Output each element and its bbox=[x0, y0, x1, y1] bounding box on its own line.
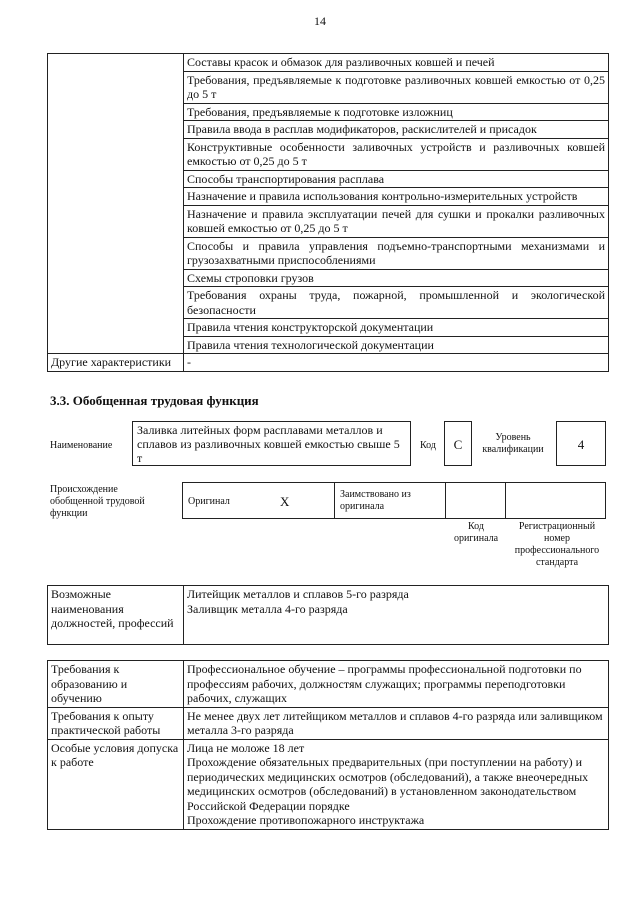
level-value: 4 bbox=[577, 437, 585, 452]
table-row bbox=[48, 586, 609, 645]
table-row bbox=[48, 661, 609, 708]
function-name-box bbox=[132, 421, 411, 466]
requirement-line: Лица не моложе 18 лет bbox=[187, 740, 305, 755]
knowledge-item: Схемы строповки грузов bbox=[184, 269, 609, 287]
table-row bbox=[48, 707, 609, 739]
position-item: Заливщик металла 4-го разряда bbox=[187, 601, 348, 616]
knowledge-item: Конструктивные особенности заливочных устройств и разливочных ковшей емкостью от 0,25 до 5 т bbox=[184, 138, 609, 170]
knowledge-table bbox=[47, 53, 609, 372]
position-item: Литейщик металлов и сплавов 5-го разряда bbox=[187, 587, 409, 601]
knowledge-label-cell bbox=[48, 54, 184, 354]
page-number: 14 bbox=[314, 14, 326, 28]
positions-values bbox=[184, 586, 609, 645]
knowledge-item: Назначение и правила эксплуатации печей для сушки и прокалки разливочных ковшей емкостью от 0,25 до 5 т bbox=[184, 205, 609, 237]
knowledge-item: Требования, предъявляемые к подготовке изложниц bbox=[184, 103, 609, 121]
origin-divider bbox=[334, 482, 335, 519]
positions-label: Возможные наименования должностей, профессий bbox=[48, 586, 184, 645]
table-row bbox=[48, 54, 609, 72]
table-row bbox=[48, 739, 609, 829]
knowledge-item: Требования охраны труда, пожарной, промышленной и экологической безопасности bbox=[184, 287, 609, 319]
requirement-line: Профессиональное обучение – программы профессиональной подготовки по профессиям рабочих, должностям служащих; программы переподготовки рабочих, служащих bbox=[187, 662, 582, 705]
requirement-value bbox=[184, 661, 609, 708]
requirement-label: Требования к образованию и обучению bbox=[48, 661, 184, 708]
borrowed-label: Заимствовано из оригинала bbox=[340, 489, 411, 512]
reg-caption: Регистрационный номер профессионального стандарта bbox=[514, 521, 600, 568]
requirement-label: Требования к опыту практической работы bbox=[48, 707, 184, 739]
requirement-value bbox=[184, 739, 609, 829]
knowledge-item: Способы и правила управления подъемно-транспортными механизмами и грузозахватными приспособлениями bbox=[184, 237, 609, 269]
knowledge-item: Правила ввода в расплав модификаторов, раскислителей и присадок bbox=[184, 121, 609, 139]
knowledge-item: Составы красок и обмазок для разливочных ковшей и печей bbox=[184, 54, 609, 72]
requirement-line: Прохождение противопожарного инструктажа bbox=[187, 813, 425, 827]
requirement-label: Особые условия допуска к работе bbox=[48, 739, 184, 829]
other-characteristics-value: - bbox=[184, 354, 609, 372]
origin-label: Происхождение обобщенной трудовой функции bbox=[50, 484, 145, 519]
requirement-line: Не менее двух лет литейщиком металлов и сплавов 4-го разряда или заливщиком металла 3-го разряда bbox=[187, 708, 603, 737]
requirement-line: Прохождение обязательных предварительных (при поступлении на работу) и периодических медицинских осмотров (обследований), а также внеочередных медицинских осмотров (обследований) в установленном законодательством Российской Федерации порядке bbox=[187, 755, 589, 813]
requirements-table bbox=[47, 660, 609, 830]
original-label: Оригинал bbox=[188, 496, 230, 507]
code-caption: Код оригинала bbox=[453, 521, 499, 544]
knowledge-item: Требования, предъявляемые к подготовке разливочных ковшей емкостью от 0,25 до 5 т bbox=[184, 71, 609, 103]
function-name-value: Заливка литейных форм расплавами металлов и сплавов из разливочных ковшей емкостью свыше 5 т bbox=[137, 423, 400, 465]
other-characteristics-label: Другие характеристики bbox=[48, 354, 184, 372]
level-value-box bbox=[556, 421, 606, 466]
knowledge-item: Правила чтения технологической документации bbox=[184, 336, 609, 354]
name-label: Наименование bbox=[50, 440, 113, 451]
code-label: Код bbox=[420, 440, 436, 451]
requirement-value bbox=[184, 707, 609, 739]
knowledge-item: Способы транспортирования расплава bbox=[184, 170, 609, 188]
original-mark: X bbox=[280, 494, 290, 509]
origin-divider bbox=[505, 482, 506, 519]
table-row bbox=[48, 354, 609, 372]
section-title: 3.3. Обобщенная трудовая функция bbox=[50, 393, 259, 408]
code-value-box bbox=[444, 421, 472, 466]
knowledge-item: Правила чтения конструкторской документации bbox=[184, 319, 609, 337]
level-label: Уровень квалификации bbox=[482, 432, 544, 455]
code-value: C bbox=[453, 437, 463, 452]
positions-table bbox=[47, 585, 609, 645]
origin-divider bbox=[445, 482, 446, 519]
knowledge-item: Назначение и правила использования контрольно-измерительных устройств bbox=[184, 188, 609, 206]
